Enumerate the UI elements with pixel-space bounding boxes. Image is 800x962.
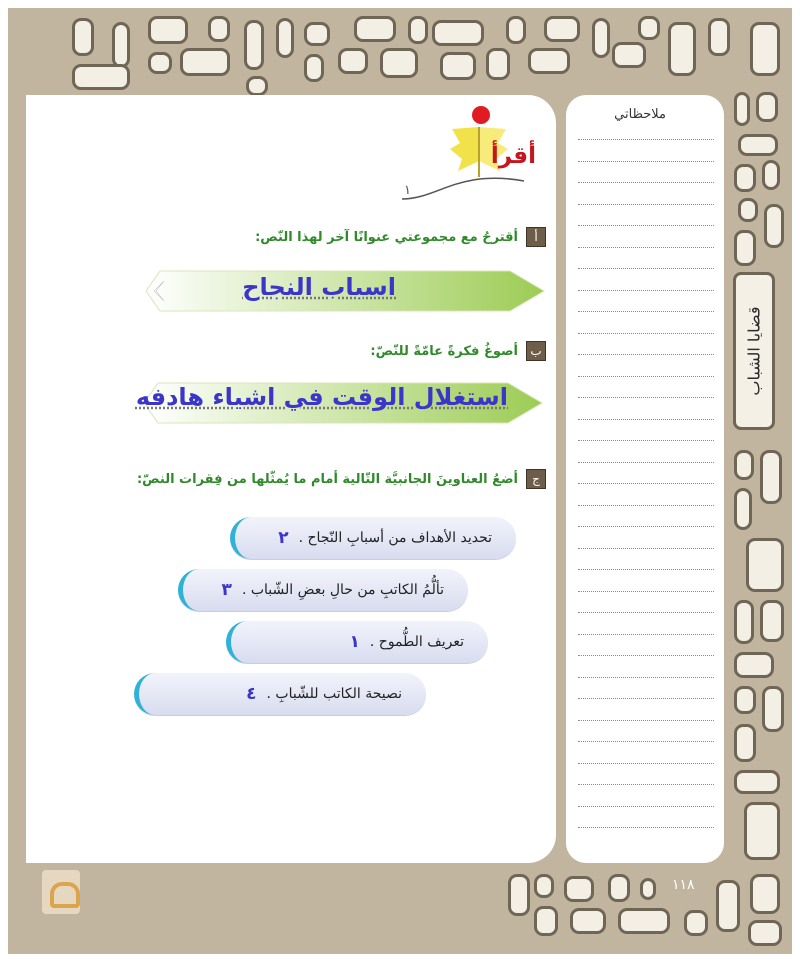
stone xyxy=(592,18,610,58)
question-prompt: أضعُ العناوينَ الجانبيَّة التّالية أمام ما يُمثّلها من فِقرات النصّ: xyxy=(136,471,518,487)
note-line xyxy=(578,827,714,828)
stone xyxy=(744,802,780,860)
stone xyxy=(716,880,740,932)
stone xyxy=(734,450,754,480)
stone xyxy=(734,164,756,192)
stone xyxy=(608,874,630,902)
stone xyxy=(208,16,230,42)
stone xyxy=(618,908,670,934)
side-heading-item xyxy=(226,621,488,663)
stone xyxy=(180,48,230,76)
stone xyxy=(638,16,660,40)
note-line xyxy=(578,333,714,334)
question-badge: أ xyxy=(526,227,546,247)
note-line xyxy=(578,505,714,506)
stone xyxy=(244,20,264,70)
stone xyxy=(564,876,594,902)
note-line xyxy=(578,247,714,248)
note-line xyxy=(578,569,714,570)
note-line xyxy=(578,784,714,785)
stone xyxy=(734,652,774,678)
lesson-number: ١ xyxy=(404,183,411,198)
stone xyxy=(612,42,646,68)
stone xyxy=(734,686,756,714)
stone xyxy=(338,48,368,74)
stone xyxy=(746,538,784,592)
stone xyxy=(380,48,418,78)
stone xyxy=(408,16,428,44)
stone xyxy=(544,16,580,42)
stone xyxy=(748,920,782,946)
side-heading-text: تحديد الأهداف من أسبابِ النّجاح . xyxy=(298,530,492,546)
publisher-logo xyxy=(42,870,80,914)
note-line xyxy=(578,268,714,269)
note-line xyxy=(578,376,714,377)
question-badge: ب xyxy=(526,341,546,361)
side-heading-text: تعريف الطُّموح . xyxy=(369,634,464,650)
stone xyxy=(112,22,130,68)
note-line xyxy=(578,763,714,764)
stone xyxy=(760,450,782,504)
note-line xyxy=(578,440,714,441)
stone xyxy=(570,908,606,934)
answer-text: استغلال الوقت في اشياء هادفه xyxy=(135,383,508,411)
stone xyxy=(738,134,778,156)
note-line xyxy=(578,182,714,183)
question-c xyxy=(137,469,546,489)
paragraph-number: ٤ xyxy=(246,684,257,704)
lesson-panel xyxy=(26,95,556,863)
stone xyxy=(684,910,708,936)
stone xyxy=(534,874,554,898)
page-number: ١١٨ xyxy=(672,877,695,893)
note-line xyxy=(578,720,714,721)
stone xyxy=(762,686,784,732)
note-line xyxy=(578,591,714,592)
stone xyxy=(640,878,656,900)
stone xyxy=(72,64,130,90)
stone xyxy=(506,16,526,44)
stone xyxy=(708,18,730,56)
note-line xyxy=(578,526,714,527)
side-heading-text: تألُّمُ الكاتبِ من حالِ بعضِ الشّباب . xyxy=(241,582,444,598)
note-line xyxy=(578,548,714,549)
note-line xyxy=(578,139,714,140)
note-line xyxy=(578,655,714,656)
decorative-swoosh xyxy=(398,165,528,205)
stone xyxy=(734,770,780,794)
note-line xyxy=(578,225,714,226)
paragraph-number: ٣ xyxy=(221,580,232,600)
side-heading-item xyxy=(134,673,426,715)
stone xyxy=(246,76,268,96)
stone xyxy=(276,18,294,58)
note-line xyxy=(578,462,714,463)
stone xyxy=(734,724,756,762)
question-badge: ج xyxy=(526,469,546,489)
stone xyxy=(508,874,530,916)
note-line xyxy=(578,311,714,312)
answer-text: اسباب النجاح xyxy=(242,273,396,301)
stone xyxy=(668,22,696,76)
stone xyxy=(734,230,756,266)
question-prompt: أقترحُ مع مجموعتي عنوانًا آخر لهذا النّص: xyxy=(255,229,518,245)
stone xyxy=(734,600,754,644)
paragraph-number: ١ xyxy=(349,632,360,652)
stone xyxy=(304,54,324,82)
notes-title: ملاحظاتي xyxy=(614,107,666,122)
note-line xyxy=(578,290,714,291)
question-b xyxy=(370,341,546,361)
stone xyxy=(528,48,570,74)
paragraph-number: ٢ xyxy=(278,528,289,548)
stone xyxy=(72,18,94,56)
side-heading-item xyxy=(178,569,468,611)
note-line xyxy=(578,161,714,162)
stone xyxy=(756,92,778,122)
question-a xyxy=(255,227,546,247)
stone xyxy=(148,52,172,74)
stone xyxy=(762,160,780,190)
stone xyxy=(486,48,510,80)
note-line xyxy=(578,419,714,420)
note-line xyxy=(578,612,714,613)
section-title: أقرأ xyxy=(490,143,536,169)
stone xyxy=(734,92,750,126)
stone xyxy=(432,20,484,46)
note-line xyxy=(578,483,714,484)
stone xyxy=(750,22,780,76)
side-heading-item xyxy=(230,517,516,559)
note-line xyxy=(578,634,714,635)
note-line xyxy=(578,806,714,807)
stone xyxy=(440,52,476,80)
stone xyxy=(148,16,188,44)
stone xyxy=(764,204,784,248)
stone xyxy=(534,906,558,936)
stone xyxy=(304,22,330,46)
stone xyxy=(738,198,758,222)
note-line xyxy=(578,698,714,699)
note-line xyxy=(578,397,714,398)
note-line xyxy=(578,741,714,742)
stone xyxy=(354,16,396,42)
stone xyxy=(760,600,784,642)
notes-panel xyxy=(566,95,724,863)
note-line xyxy=(578,204,714,205)
note-line xyxy=(578,677,714,678)
note-line xyxy=(578,354,714,355)
stone xyxy=(750,874,780,914)
side-heading-text: نصيحة الكاتب للشّبابِ . xyxy=(266,686,402,702)
unit-tab xyxy=(733,272,775,430)
unit-title: قضايا الشباب xyxy=(744,306,764,396)
question-prompt: أصوغُ فكرةً عامّةً للنّصّ: xyxy=(370,343,518,359)
stone xyxy=(734,488,752,530)
